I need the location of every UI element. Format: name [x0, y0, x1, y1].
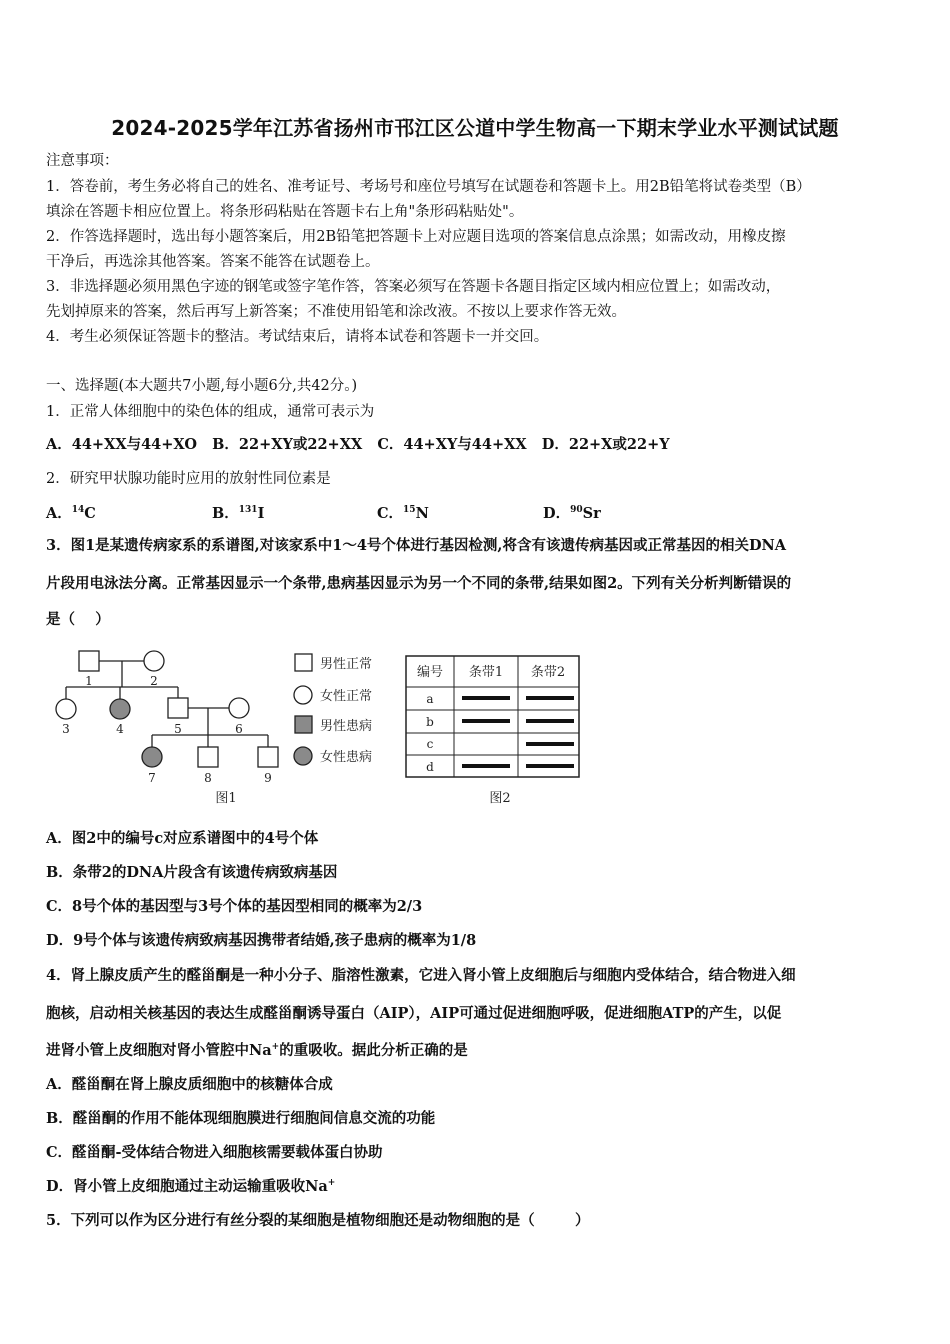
pedigree-individual-3 [56, 699, 76, 719]
table-header: 条带1 [468, 665, 504, 680]
q3-option-a: A．图2中的编号c对应系谱图中的4号个体 [46, 830, 319, 847]
q4-stem-line: 进肾小管上皮细胞对肾小管腔中Na+的重吸收。据此分析正确的是 [46, 1042, 468, 1059]
table-header: 条带2 [530, 665, 566, 680]
q4-option-a: A．醛甾酮在肾上腺皮质细胞中的核糖体合成 [46, 1076, 333, 1093]
q1-stem: 1．正常人体细胞中的染色体的组成，通常可表示为 [46, 404, 375, 420]
legend-label: 女性患病 [320, 750, 373, 765]
band-d-band2 [526, 764, 574, 768]
q4-option-c: C．醛甾酮-受体结合物进入细胞核需要载体蛋白协助 [46, 1144, 383, 1161]
q4-option-b: B．醛甾酮的作用不能体现细胞膜进行细胞间信息交流的功能 [46, 1110, 436, 1127]
notice-line: 1．答卷前，考生务必将自己的姓名、准考证号、考场号和座位号填写在试题卷和答题卡上。用2B铅笔将试卷类型（B） [46, 179, 811, 195]
q2-option-a: A．$^{14}$C [46, 505, 96, 522]
q3-option-c: C．8号个体的基因型与3号个体的基因型相同的概率为2/3 [46, 898, 423, 915]
pedigree-label: 1 [85, 674, 93, 688]
table-row-id: c [426, 737, 434, 751]
table-row-id: d [426, 760, 434, 774]
pedigree-label: 9 [264, 771, 272, 785]
q3-stem-line: 是（ ） [46, 611, 110, 628]
pedigree-label: 7 [148, 771, 156, 785]
legend-female-normal-icon [294, 686, 312, 704]
band-b-band2 [526, 719, 574, 723]
notice-heading: 注意事项： [46, 153, 119, 169]
section-heading: 一、选择题(本大题共7小题,每小题6分,共42分。) [46, 378, 358, 394]
q2-option-c: C．$^{15}$N [377, 505, 429, 522]
pedigree-label: 6 [235, 722, 243, 736]
pedigree-individual-5 [168, 698, 188, 718]
pedigree-figure [40, 645, 400, 810]
q1-options: A．44+XX与44+XO B．22+XY或22+XX C．44+XY与44+XX D．22+X或22+Y [46, 436, 670, 453]
figure1-caption: 图1 [215, 791, 237, 806]
legend-female-affected-icon [294, 747, 312, 765]
q2-option-d: D．$^{90}$Sr [543, 505, 601, 522]
pedigree-label: 3 [62, 722, 70, 736]
pedigree-individual-2 [144, 651, 164, 671]
notice-line: 2．作答选择题时，选出每小题答案后，用2B铅笔把答题卡上对应题目选项的答案信息点涂黑；如需改动，用橡皮擦 [46, 229, 786, 245]
q4-option-d: D．肾小管上皮细胞通过主动运输重吸收Na+ [46, 1178, 336, 1195]
q2-option-b: B．$^{131}$I [212, 505, 265, 522]
pedigree-label: 4 [116, 722, 124, 736]
table-row-id: a [426, 692, 434, 706]
band-a-band1 [462, 696, 510, 700]
q3-option-b: B．条带2的DNA片段含有该遗传病致病基因 [46, 864, 338, 881]
notice-line: 4．考生必须保证答题卡的整洁。考试结束后，请将本试卷和答题卡一并交回。 [46, 329, 549, 345]
q2-stem: 2．研究甲状腺功能时应用的放射性同位素是 [46, 471, 331, 487]
table-header: 编号 [416, 665, 444, 680]
pedigree-label: 2 [150, 674, 158, 688]
legend-label: 女性正常 [320, 689, 373, 704]
pedigree-individual-8 [198, 747, 218, 767]
notice-line: 干净后，再选涂其他答案。答案不能答在试题卷上。 [46, 254, 380, 270]
notice-line: 填涂在答题卡相应位置上。将条形码粘贴在答题卡右上角"条形码粘贴处"。 [46, 204, 524, 220]
figure2-caption: 图2 [489, 791, 511, 806]
legend-male-affected-icon [295, 716, 312, 733]
legend-label: 男性正常 [320, 657, 373, 672]
legend-male-normal-icon [295, 654, 312, 671]
notice-line: 3．非选择题必须用黑色字迹的钢笔或签字笔作答，答案必须写在答题卡各题目指定区域内相应位置上；如需改动， [46, 279, 781, 295]
pedigree-individual-4 [110, 699, 130, 719]
q3-option-d: D．9号个体与该遗传病致病基因携带者结婚,孩子患病的概率为1/8 [46, 932, 477, 949]
band-b-band1 [462, 719, 510, 723]
pedigree-individual-7 [142, 747, 162, 767]
q4-stem-line: 胞核，启动相关核基因的表达生成醛甾酮诱导蛋白（AIP），AIP可通过促进细胞呼吸，促进细胞ATP的产生，以促 [46, 1005, 782, 1022]
notice-line: 先划掉原来的答案，然后再写上新答案；不准使用铅笔和涂改液。不按以上要求作答无效。 [46, 304, 626, 320]
pedigree-individual-9 [258, 747, 278, 767]
pedigree-label: 8 [204, 771, 212, 785]
page-title: 2024-2025学年江苏省扬州市邗江区公道中学生物高一下期末学业水平测试试题 [111, 116, 839, 140]
pedigree-label: 5 [174, 722, 182, 736]
legend-label: 男性患病 [320, 719, 373, 734]
table-row-id: b [426, 715, 434, 729]
q4-stem-line: 4．肾上腺皮质产生的醛甾酮是一种小分子、脂溶性激素，它进入肾小管上皮细胞后与细胞内受体结合，结合物进入细 [46, 967, 796, 984]
q3-stem-line: 片段用电泳法分离。正常基因显示一个条带,患病基因显示为另一个不同的条带,结果如图2。下列有关分析判断错误的 [46, 575, 792, 592]
pedigree-individual-1 [79, 651, 99, 671]
pedigree-individual-6 [229, 698, 249, 718]
q3-stem-line: 3．图1是某遗传病家系的系谱图,对该家系中1～4号个体进行基因检测,将含有该遗传病基因或正常基因的相关DNA [46, 537, 787, 554]
band-d-band1 [462, 764, 510, 768]
band-c-band2 [526, 742, 574, 746]
band-a-band2 [526, 696, 574, 700]
q5-stem: 5．下列可以作为区分进行有丝分裂的某细胞是植物细胞还是动物细胞的是（ ） [46, 1212, 590, 1229]
electrophoresis-table [400, 650, 590, 810]
